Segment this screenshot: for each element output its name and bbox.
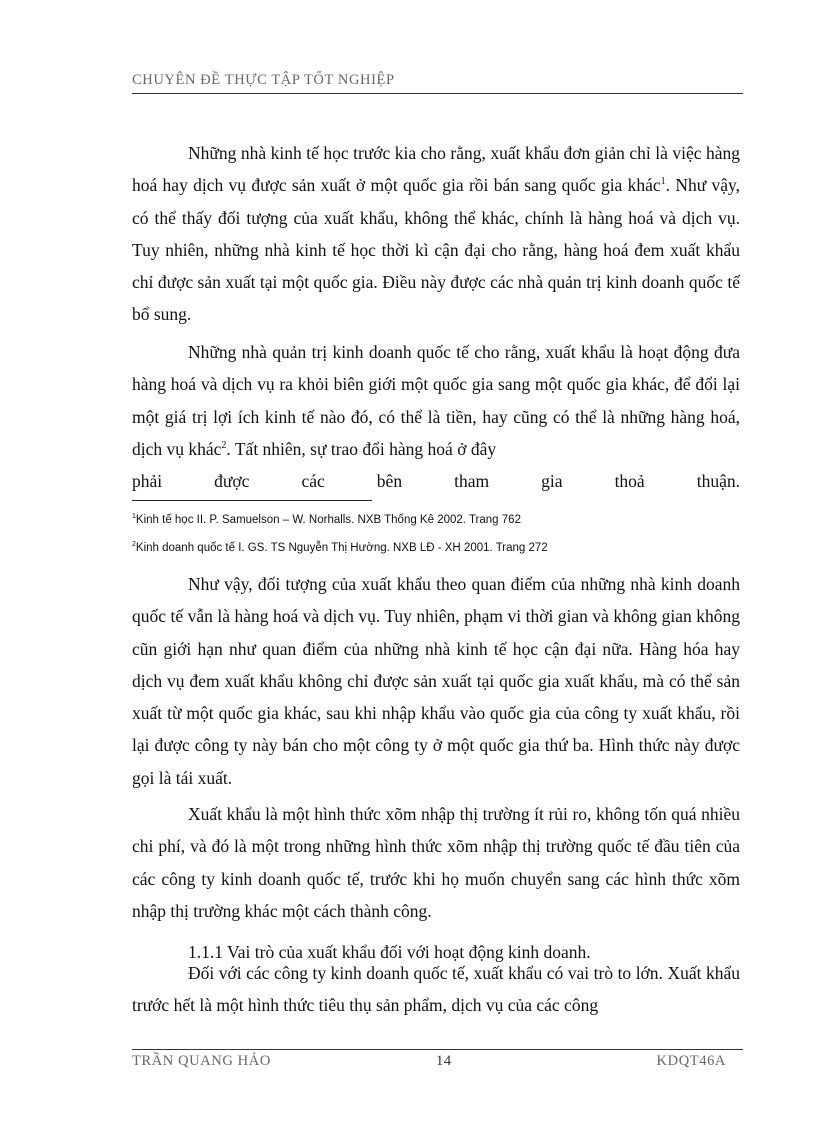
paragraph-2-text-a: Những nhà quản trị kinh doanh quốc tế cho rằng, xuất khẩu là hoạt động đưa hàng hoá và dịch vụ ra khỏi biên giới một quốc gia sang một quốc gia khác, để đổi lại một giá trị lợi ích kinh tế nào đó, có thể là tiền, hay cũng có thể là những hàng hoá, dịch vụ khác	[132, 342, 740, 459]
paragraph-1	[132, 137, 740, 331]
paragraph-1-text-a: Những nhà kinh tế học trước kia cho rằng, xuất khẩu đơn giản chỉ là việc hàng hoá hay dịch vụ được sản xuất ở một quốc gia rồi bán sang quốc gia khác	[132, 143, 740, 196]
footnote-separator	[132, 500, 372, 501]
footnote-ref-1: 1	[660, 176, 666, 188]
paragraph-3	[132, 568, 740, 794]
footnote-2-text: Kinh doanh quốc tế I. GS. TS Nguyễn Thị Hường. NXB LĐ - XH 2001. Trang 272	[135, 542, 548, 554]
footer-author: TRẦN QUANG HẢO	[132, 1053, 271, 1069]
footer-separator	[132, 1049, 743, 1050]
paragraph-2	[132, 336, 740, 497]
footnote-ref-2: 2	[221, 440, 227, 452]
paragraph-4	[132, 798, 740, 968]
paragraph-4-text: Xuất khẩu là một hình thức xõm nhập thị trường ít rủi ro, không tốn quá nhiều chi phí, và đó là một trong những hình thức xõm nhập thị trường quốc tế đầu tiên của các công ty kinh doanh quốc tế, trước khi họ muốn chuyển sang các hình thức xõm nhập thị trường khác một cách thành công.	[132, 804, 740, 921]
paragraph-2-last-line: phải được các bên tham gia thoả thuận.	[132, 471, 740, 492]
paragraph-2-text-b: . Tất nhiên, sự trao đổi hàng hoá ở đây	[226, 438, 497, 459]
paragraph-5	[132, 957, 740, 1022]
paragraph-5-text: Đối với các công ty kinh doanh quốc tế, xuất khẩu có vai trò to lớn. Xuất khẩu trước hết là một hình thức tiêu thụ sản phẩm, dịch vụ của các công	[132, 963, 740, 1016]
paragraph-1-text-b: . Như vậy, có thể thấy đối tượng của xuất khẩu, không thể khác, chính là hàng hoá và dịch vụ. Tuy nhiên, những nhà kinh tế học thời kì cận đại cho rằng, hàng hoá đem xuất khẩu chỉ được sản xuất tại một quốc gia. Điều này được các nhà quản trị kinh doanh quốc tế bổ sung.	[132, 175, 740, 325]
footnote-2	[132, 542, 548, 554]
footnote-1-text: Kinh tế học II. P. Samuelson – W. Norhalls. NXB Thống Kê 2002. Trang 762	[135, 514, 521, 526]
footnote-1-mark: 1	[132, 513, 136, 521]
paragraph-3-text: Như vậy, đối tượng của xuất khẩu theo quan điểm của những nhà kinh doanh quốc tế vẫn là hàng hoá và dịch vụ. Tuy nhiên, phạm vi thời gian và không gian không cũn giới hạn như quan điểm của những nhà kinh tế học cận đại nữa. Hàng hóa hay dịch vụ đem xuất khẩu không chỉ được sản xuất tại quốc gia xuất khẩu, mà có thể sản xuất từ một quốc gia khác, sau khi nhập khẩu vào quốc gia của công ty xuất khẩu, rồi lại được công ty này bán cho một công ty ở một quốc gia thứ ba. Hình thức này được gọi là tái xuất.	[132, 574, 740, 788]
header-title: CHUYÊN ĐỀ THỰC TẬP TỐT NGHIỆP	[132, 72, 395, 88]
footer-class-code: KDQT46A	[656, 1053, 726, 1069]
footnote-2-mark: 2	[132, 541, 136, 549]
page-number: 14	[436, 1053, 452, 1069]
running-header	[132, 72, 743, 94]
section-heading-1-1-1: 1.1.1 Vai trò của xuất khẩu đối với hoạt động kinh doanh.	[188, 942, 591, 963]
footnote-1	[132, 514, 521, 526]
